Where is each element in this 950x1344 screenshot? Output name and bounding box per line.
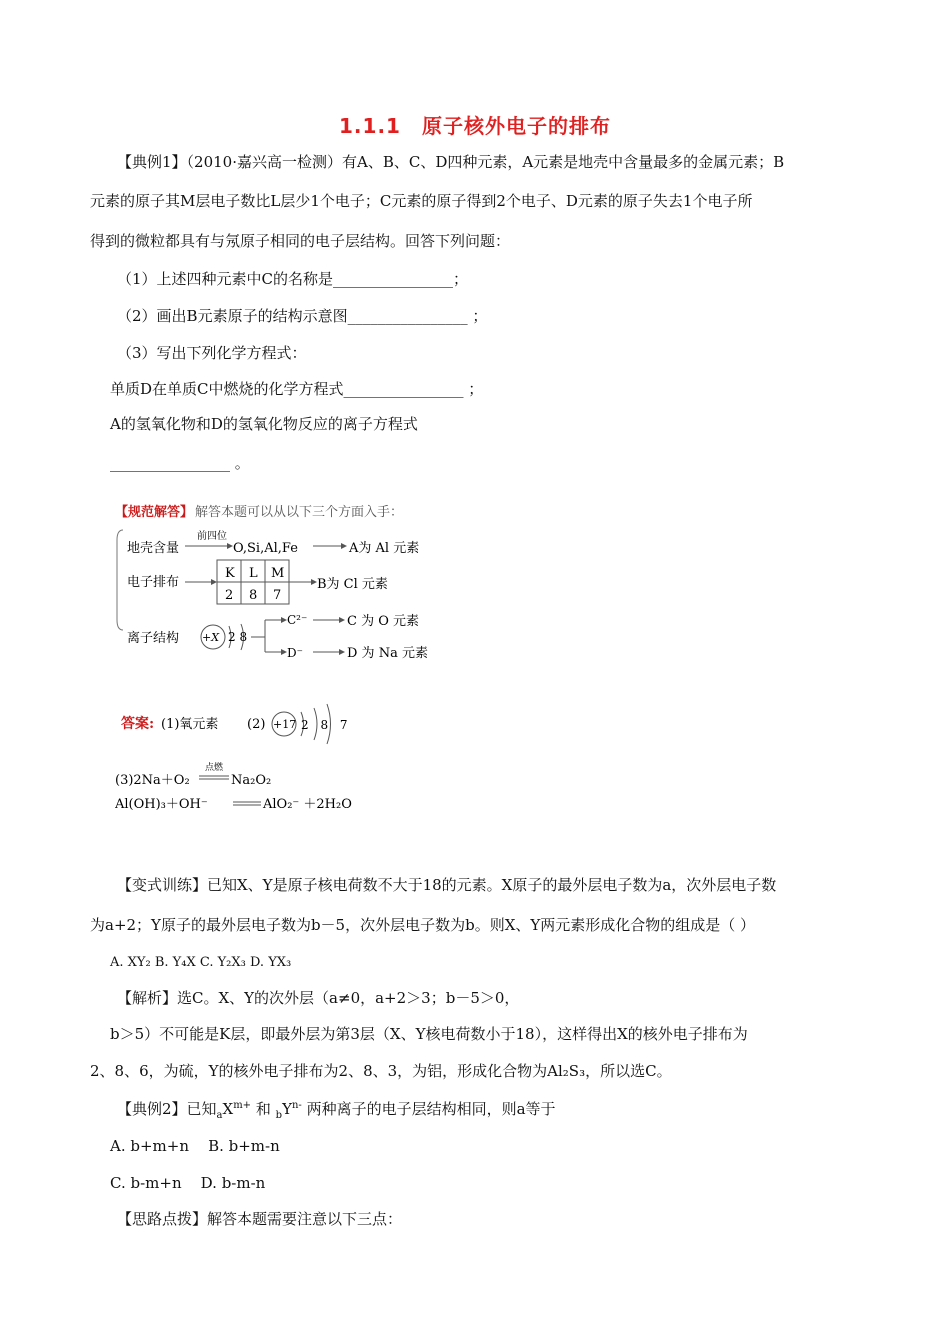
row1-top: 前四位 (197, 531, 227, 542)
shell-l: L (249, 566, 258, 581)
analysis-line3: 2、8、6，为硫，Y的核外电子排布为2、8、3，为铝，形成化合物为Al₂S₃，所以选C。 (90, 1062, 672, 1080)
answer-1: (1)氧元素 (161, 717, 219, 732)
ion1-charge: m+ (233, 1100, 252, 1111)
solution-header: 解答本题可以从以下三个方面入手： (195, 505, 404, 520)
variant-options: A. XY₂ B. Y₄X C. Y₂X₃ D. YX₃ (110, 955, 292, 970)
ion1-symbol: X (222, 1100, 234, 1118)
page-title: 1.1.1 原子核外电子的排布 (339, 114, 611, 138)
equation-1-right: Na₂O₂ (231, 773, 272, 788)
analysis-line2: b＞5）不可能是K层，即最外层为第3层（X、Y核电荷数小于18），这样得出X的核外电子排布为 (110, 1025, 748, 1043)
example2-lead: 【典例2】已知 (117, 1100, 217, 1118)
result-c: C 为 O 元素 (347, 614, 420, 629)
question-3: （3）写出下列化学方程式： (117, 344, 307, 362)
result-d: D 为 Na 元素 (347, 646, 428, 661)
shell-k: K (225, 566, 235, 581)
analysis-line1: 【解析】选C。X、Y的次外层（a≠0，a+2＞3；b－5＞0， (117, 989, 520, 1007)
answer-nucleus: +17 (273, 718, 297, 731)
ion2-charge: n- (291, 1100, 302, 1111)
answer-diagram (115, 690, 460, 820)
row3-label: 离子结构 (127, 631, 180, 646)
variant-line2: 为a+2；Y原子的最外层电子数为b－5，次外层电子数为b。则X、Y两元素形成化合物的组成是（ ） (90, 916, 756, 934)
solution-diagram (115, 500, 460, 670)
example1-line3: 得到的微粒都具有与氖原子相同的电子层结构。回答下列问题： (90, 232, 511, 250)
row1-label: 地壳含量 (127, 541, 180, 556)
shell-l-count: 8 (249, 588, 258, 603)
answer-shells: 2 8 7 (301, 718, 352, 732)
row2-result: B为 Cl 元素 (317, 577, 388, 592)
shell-k-count: 2 (225, 588, 234, 603)
variant-line1: 【变式训练】已知X、Y是原子核电荷数不大于18的元素。X原子的最外层电子数为a，次外层电子数 (117, 876, 777, 894)
equation-2-left: Al(OH)₃＋OH⁻ (115, 797, 208, 812)
ion-nucleus: +X (202, 631, 220, 644)
shell-m: M (271, 566, 285, 581)
example2-tail: 两种离子的电子层结构相同，则a等于 (306, 1100, 556, 1118)
ion-d: D⁻ (287, 646, 303, 660)
example2-options-2: C. b-m+n D. b-m-n (110, 1174, 266, 1192)
row1-result: A为 Al 元素 (349, 541, 420, 556)
example2-options-1: A. b+m+n B. b+m-n (110, 1137, 280, 1155)
question-3c: ________________ 。 (110, 454, 250, 472)
solution-tag: 【规范解答】 (115, 505, 194, 520)
example2-and: 和 (255, 1100, 271, 1118)
ion2-prefix: b (275, 1110, 283, 1121)
example2-line1 (117, 1098, 556, 1120)
equation-1-left: (3)2Na＋O₂ (115, 773, 190, 788)
ion2-symbol: Y (282, 1100, 292, 1118)
answer-2-prefix: (2) (247, 717, 266, 732)
row2-label: 电子排布 (127, 575, 180, 590)
equation-1-condition: 点燃 (205, 763, 224, 773)
question-3b: A的氢氧化物和D的氢氧化物反应的离子方程式 (110, 415, 418, 433)
answer-tag: 答案: (121, 716, 155, 732)
hint-line: 【思路点拨】解答本题需要注意以下三点： (117, 1210, 403, 1228)
ion-c: C²⁻ (287, 613, 308, 627)
ion1-prefix: a (216, 1110, 223, 1121)
question-1: （1）上述四种元素中C的名称是________________； (117, 270, 469, 288)
equation-2-right: AlO₂⁻ ＋2H₂O (263, 797, 352, 812)
question-2: （2）画出B元素原子的结构示意图________________ ； (117, 307, 488, 325)
ion-counts: 2 8 (228, 630, 248, 644)
example1-line1: 【典例1】（2010·嘉兴高一检测）有A、B、C、D四种元素，A元素是地壳中含量最多的金属元素；B (117, 153, 785, 171)
row1-mid: O,Si,Al,Fe (233, 541, 298, 556)
shell-m-count: 7 (273, 588, 282, 603)
question-3a: 单质D在单质C中燃烧的化学方程式________________ ； (110, 380, 484, 398)
example1-line2: 元素的原子其M层电子数比L层少1个电子；C元素的原子得到2个电子、D元素的原子失去1个电子所 (90, 192, 753, 210)
